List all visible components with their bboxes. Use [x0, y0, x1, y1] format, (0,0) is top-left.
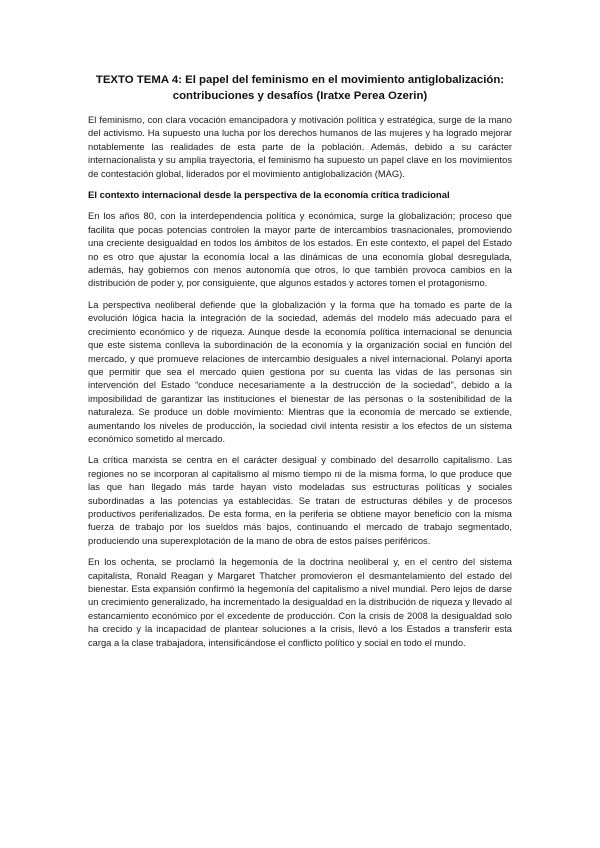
body-paragraph: En los años 80, con la interdependencia política y económica, surge la globalización; proceso que facilita que pocas potencias controlen la mayor parte de intercambios trasnacionales, promoviendo una creciente desigualdad en todos los ámbitos de los estados. En este contexto, el papel del Estado no es otro que ajustar la economía local a las dinámicas de una economía global desregulada, además, hay gobiernos con menos autonomía que otros, lo que también provoca cambios en la distribución de poder y, por consiguiente, que algunos estados y actores tomen el protagonismo. [88, 211, 512, 289]
section-heading: El contexto internacional desde la perspectiva de la economía crítica tradicional [88, 190, 450, 202]
body-paragraph: La perspectiva neoliberal defiende que la globalización y la forma que ha tomado es parte de la evolución lógica hacia la integración de la sociedad, además del modelo más adecuado para el crecimiento económico y de riqueza. Aunque desde la economía política internacional se denuncia que este sistema conlleva la subordinación de la economía y la organización social en función del mercado, y que promueve relaciones de intercambio desiguales a nivel internacional. Polanyi aporta que permitir que sea el mercado quien gestiona por su cuenta las vidas de las personas sin intervención del Estado “conduce necesariamente a la destrucción de la sociedad”, debido a la imposibilidad de garantizar las instituciones el bienestar de las personas o la sostenibilidad de la naturaleza. Se produce un doble movimiento: Mientras que la economía de mercado se extiende, aumentando los niveles de producción, la sociedad civil intenta resistir a los efectos de un sistema económico sometido al mercado. [88, 299, 512, 444]
body-paragraph: En los ochenta, se proclamó la hegemonía de la doctrina neoliberal y, en el centro del sistema capitalista, Ronald Reagan y Margaret Thatcher promovieron el desmantelamiento del estado del bienestar. Esta expansión confirmó la hegemonía del capitalismo a nivel mundial. Pero lejos de darse un crecimiento generalizado, ha incrementado la desigualdad en la distribución de riqueza y llevado al estancamiento económico por el excedente de producción. Con la crisis de 2008 la desigualdad solo ha crecido y la incapacidad de plantear soluciones a la crisis, llevó a los Estados a transferir esta carga a la clase trabajadora, intensificándose el conflicto político y social en todo el mundo. [88, 557, 512, 648]
intro-paragraph: El feminismo, con clara vocación emancipadora y motivación política y estratégica, surge de la mano del activismo. Ha supuesto una lucha por los derechos humanos de las mujeres y ha logrado mejorar notablemente las realidades de esta parte de la población. Además, debido a su carácter internacionalista y su amplia trayectoria, el feminismo ha supuesto un papel clave en los movimientos de contestación global, liderados por el movimiento antiglobalización (MAG). [88, 115, 512, 179]
body-paragraph: La crítica marxista se centra en el carácter desigual y combinado del desarrollo capitalismo. Las regiones no se incorporan al capitalismo al mismo tiempo ni de la misma forma, lo que produce que las que han llegado más tarde hayan visto modeladas sus estructuras políticas y sociales subordinadas a las potencias ya establecidas. Se tratan de estructuras débiles y de procesos productivos periferializados. De esta forma, en la periferia se obtiene mayor beneficio con la misma fuerza de trabajo por los sueldos más bajos, continuando el mercado de trabajo segmentado, produciendo una superexplotación de la mano de obra de estos países periféricos. [88, 455, 512, 546]
document-page [88, 72, 512, 658]
document-title: TEXTO TEMA 4: El papel del feminismo en el movimiento antiglobalización: contribuciones y desafíos (Iratxe Perea Ozerin) [95, 74, 505, 102]
